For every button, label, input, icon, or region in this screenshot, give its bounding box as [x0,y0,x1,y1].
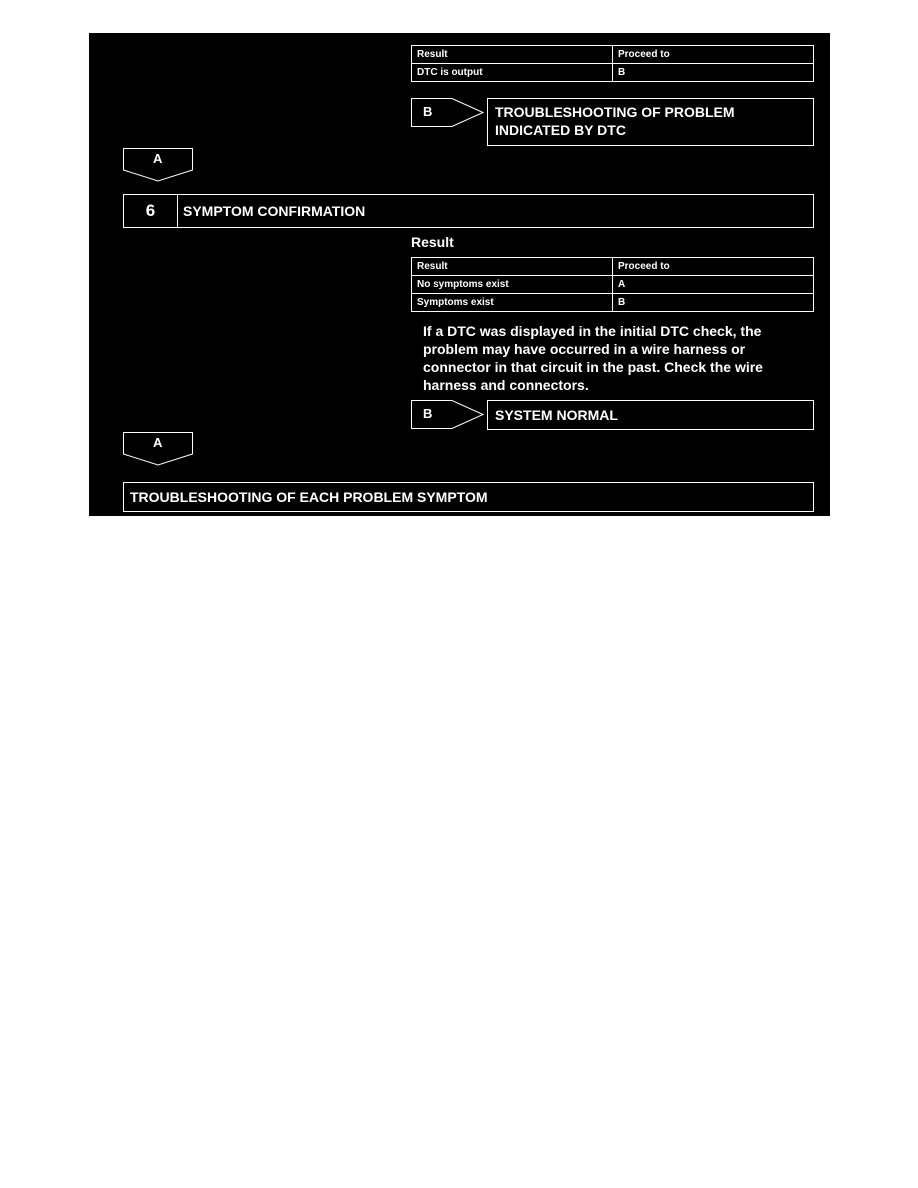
table-header-cell: Result [412,46,613,64]
table-cell: Symptoms exist [412,294,613,312]
table-cell: B [613,64,814,82]
step-number: 6 [124,195,178,227]
table-row [412,276,814,294]
result-table-2 [411,257,814,312]
table-cell: DTC is output [412,64,613,82]
continue-label-2: A [153,435,163,450]
result-table-1 [411,45,814,82]
branch-label-1: B [423,104,433,119]
table-header-cell: Proceed to [613,46,814,64]
table-row [412,294,814,312]
result-heading: Result [411,234,454,250]
note-text: If a DTC was displayed in the initial DTC check, the problem may have occurred in a wire harness or connector in that circuit in the past. Check the wire harness and connectors. [423,323,763,393]
table-header-row [412,258,814,276]
table-header-row [412,46,814,64]
flowchart-panel [89,33,830,516]
branch-label-2: B [423,406,433,421]
final-box-label: TROUBLESHOOTING OF EACH PROBLEM SYMPTOM [130,489,488,505]
system-normal-box [487,400,814,430]
table-header-cell: Result [412,258,613,276]
table-cell: B [613,294,814,312]
continue-label-1: A [153,151,163,166]
table-cell: No symptoms exist [412,276,613,294]
final-troubleshooting-box [123,482,814,512]
step-title: SYMPTOM CONFIRMATION [183,203,366,219]
table-header-cell: Proceed to [613,258,814,276]
table-cell: A [613,276,814,294]
troubleshooting-dtc-box [487,98,814,146]
step-6-box [123,194,814,228]
branch-target-1: TROUBLESHOOTING OF PROBLEM INDICATED BY DTC [495,104,735,138]
branch-target-2: SYSTEM NORMAL [495,407,618,423]
table-row [412,64,814,82]
